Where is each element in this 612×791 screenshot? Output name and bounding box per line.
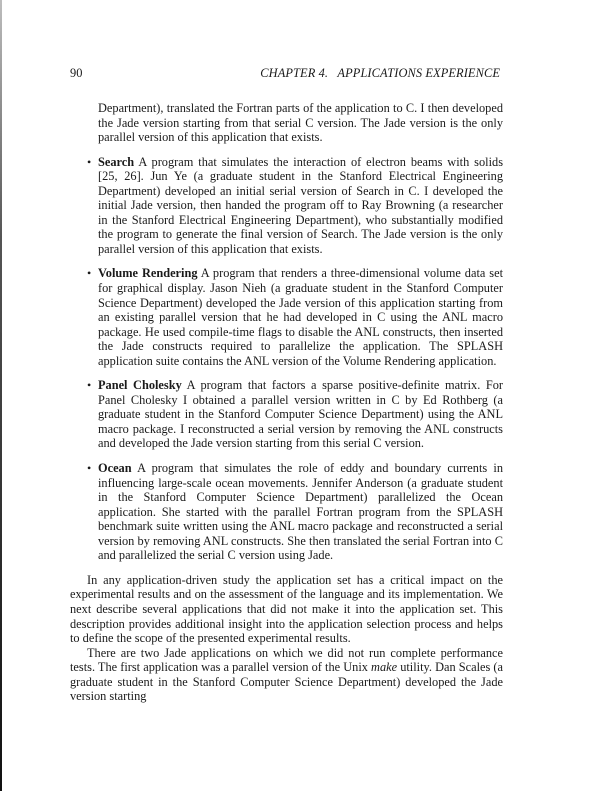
item-text: A program that simulates the interaction of electron beams with solids [25, 26]. Jun Ye (a graduate student in the Stanford Electrical Engineering Department) developed an initial serial version of Search in C. I developed the initial Jade version, then handed the program off to Ray Browning (a researcher in the Stanford Electrical Engineering Department), who substantially modified the program to generate the final version of Search. The Jade version is the only parallel version of this application that exists. — [98, 154, 503, 256]
emphasis-make: make — [371, 660, 398, 675]
application-list — [70, 155, 503, 563]
item-text: A program that renders a three-dimensional volume data set for graphical display. Jason Nieh (a graduate student in the Stanford Computer Science Department) developed the Jade version of this application starting from an existing parallel version that he had developed in C using the ANL macro package. He used compile-time flags to disable the ANL constructs, then inserted the Jade constructs required to parallelize the application. The SPLASH application suite contains the ANL version of the Volume Rendering application. — [98, 266, 503, 368]
paragraph-jade-applications — [70, 646, 503, 704]
bullet-icon: • — [87, 461, 92, 476]
paragraph-text: utility. Dan Scales (a graduate student in the Stanford Computer Science Department) developed the Jade version starting — [70, 660, 503, 704]
item-text: A program that factors a sparse positive-definite matrix. For Panel Cholesky I obtained a parallel version written in C by Ed Rothberg (a graduate student in the Stanford Computer Science Department) using the ANL macro package. I reconstructed a serial version by removing the ANL constructs and developed the Jade version starting from this serial C version. — [98, 378, 503, 451]
item-term: Ocean — [98, 461, 132, 476]
page-number: 90 — [70, 66, 83, 80]
list-item-search — [70, 155, 503, 257]
continuation-paragraph: Department), translated the Fortran parts of the application to C. I then developed the Jade version starting from that serial C version. The Jade version is the only parallel version of this application that exists. — [98, 101, 503, 145]
bullet-icon: • — [87, 266, 92, 281]
page-header — [70, 66, 500, 82]
paragraph-text: There are two Jade applications on which we did not run complete performance tests. The first application was a parallel version of the Unix — [70, 645, 503, 675]
item-text: A program that simulates the role of eddy and boundary currents in influencing large-scale ocean movements. Jennifer Anderson (a graduate student in the Stanford Computer Science Department) parallelized the Ocean application. She started with the parallel Fortran program from the SPLASH benchmark suite written using the ANL macro package and reconstructed a serial version by removing ANL constructs. She then translated the serial Fortran into C and parallelized the serial C version using Jade. — [98, 461, 503, 563]
item-term: Panel Cholesky — [98, 378, 182, 393]
bullet-icon: • — [87, 154, 92, 169]
item-term: Search — [98, 154, 135, 169]
page-body — [70, 101, 503, 704]
paragraph-application-set: In any application-driven study the application set has a critical impact on the experimental results and on the assessment of the language and its implementation. We next describe several applications that did not make it into the application set. This description provides additional insight into the application selection process and helps to define the scope of the presented experimental results. — [70, 572, 503, 646]
list-item-ocean — [70, 461, 503, 563]
item-term: Volume Rendering — [98, 266, 198, 281]
scan-edge — [0, 0, 2, 791]
bullet-icon: • — [87, 378, 92, 393]
running-head: CHAPTER 4. APPLICATIONS EXPERIENCE — [260, 66, 500, 80]
list-item-volume-rendering — [70, 266, 503, 368]
list-item-panel-cholesky — [70, 378, 503, 451]
